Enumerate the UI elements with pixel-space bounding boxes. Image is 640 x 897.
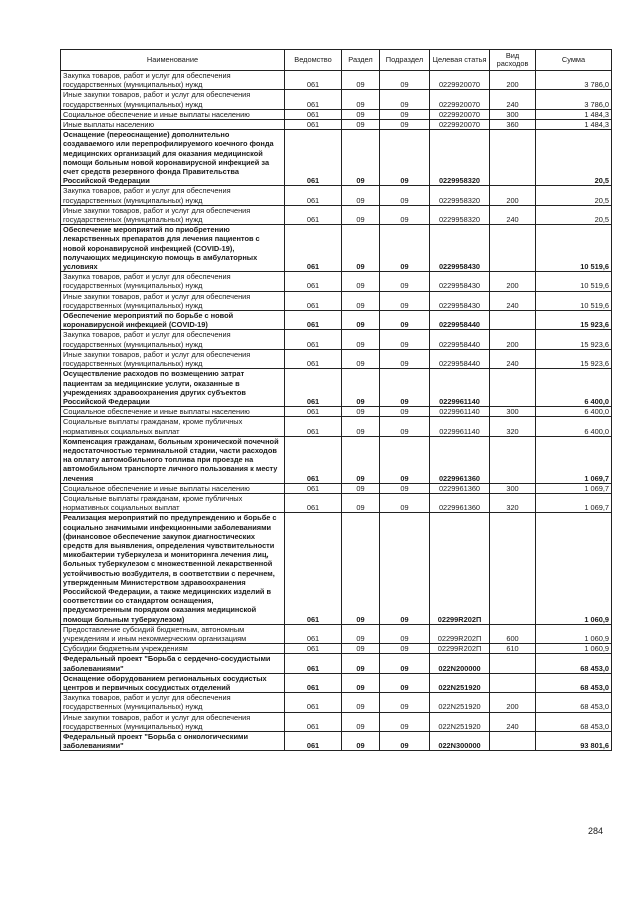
cell-sum: 1 060,9	[536, 513, 612, 624]
cell-subsection: 09	[380, 417, 430, 436]
table-row	[61, 186, 612, 205]
page-number: 284	[588, 826, 604, 836]
cell-subsection: 09	[380, 291, 430, 310]
table-row	[61, 90, 612, 109]
cell-target: 02299R202П	[430, 644, 490, 654]
cell-dept: 061	[285, 493, 342, 512]
cell-section: 09	[342, 483, 380, 493]
cell-exptype: 240	[490, 205, 536, 224]
cell-exptype	[490, 130, 536, 186]
cell-name: Иные выплаты населению	[61, 120, 285, 130]
table-row	[61, 71, 612, 90]
cell-name: Предоставление субсидий бюджетным, автономным учреждениям и иным некоммерческим организациям	[61, 624, 285, 643]
cell-subsection: 09	[380, 483, 430, 493]
cell-sum: 93 801,6	[536, 732, 612, 751]
cell-exptype: 300	[490, 407, 536, 417]
cell-section: 09	[342, 186, 380, 205]
table-row	[61, 644, 612, 654]
cell-section: 09	[342, 493, 380, 512]
cell-section: 09	[342, 109, 380, 119]
cell-sum: 15 923,6	[536, 349, 612, 368]
cell-sum: 15 923,6	[536, 330, 612, 349]
cell-exptype	[490, 513, 536, 624]
cell-exptype: 240	[490, 712, 536, 731]
cell-dept: 061	[285, 330, 342, 349]
cell-sum: 10 519,6	[536, 225, 612, 272]
cell-name: Федеральный проект "Борьба с сердечно-сосудистыми заболеваниями"	[61, 654, 285, 673]
cell-name: Иные закупки товаров, работ и услуг для обеспечения государственных (муниципальных) нужд	[61, 205, 285, 224]
table-row	[61, 673, 612, 692]
cell-subsection: 09	[380, 644, 430, 654]
cell-target: 022N200000	[430, 654, 490, 673]
cell-name: Федеральный проект "Борьба с онкологическими заболеваниями"	[61, 732, 285, 751]
table-row	[61, 732, 612, 751]
cell-exptype: 200	[490, 693, 536, 712]
cell-dept: 061	[285, 673, 342, 692]
cell-dept: 061	[285, 90, 342, 109]
cell-name: Субсидии бюджетным учреждениям	[61, 644, 285, 654]
cell-exptype: 240	[490, 291, 536, 310]
cell-sum: 1 069,7	[536, 493, 612, 512]
cell-subsection: 09	[380, 654, 430, 673]
cell-target: 0229961360	[430, 436, 490, 483]
header-section: Раздел	[342, 50, 380, 71]
table-row	[61, 109, 612, 119]
cell-exptype	[490, 654, 536, 673]
cell-target: 0229958320	[430, 205, 490, 224]
cell-sum: 1 060,9	[536, 644, 612, 654]
cell-exptype: 200	[490, 272, 536, 291]
cell-target: 022N251920	[430, 712, 490, 731]
cell-section: 09	[342, 693, 380, 712]
cell-name: Иные закупки товаров, работ и услуг для обеспечения государственных (муниципальных) нужд	[61, 712, 285, 731]
cell-sum: 6 400,0	[536, 369, 612, 407]
cell-name: Иные закупки товаров, работ и услуг для обеспечения государственных (муниципальных) нужд	[61, 90, 285, 109]
cell-target: 0229958440	[430, 311, 490, 330]
cell-subsection: 09	[380, 90, 430, 109]
cell-sum: 1 484,3	[536, 109, 612, 119]
table-row	[61, 417, 612, 436]
cell-name: Иные закупки товаров, работ и услуг для обеспечения государственных (муниципальных) нужд	[61, 291, 285, 310]
header-sum: Сумма	[536, 50, 612, 71]
cell-exptype: 320	[490, 417, 536, 436]
table-row	[61, 205, 612, 224]
cell-name: Иные закупки товаров, работ и услуг для обеспечения государственных (муниципальных) нужд	[61, 349, 285, 368]
cell-target: 0229920070	[430, 90, 490, 109]
cell-exptype: 200	[490, 71, 536, 90]
table-row	[61, 311, 612, 330]
header-name: Наименование	[61, 50, 285, 71]
header-target: Целевая статья	[430, 50, 490, 71]
cell-subsection: 09	[380, 624, 430, 643]
cell-target: 0229920070	[430, 109, 490, 119]
cell-section: 09	[342, 407, 380, 417]
cell-target: 0229961140	[430, 407, 490, 417]
cell-section: 09	[342, 205, 380, 224]
cell-dept: 061	[285, 513, 342, 624]
cell-sum: 20,5	[536, 186, 612, 205]
cell-target: 022N300000	[430, 732, 490, 751]
cell-exptype: 360	[490, 120, 536, 130]
cell-dept: 061	[285, 693, 342, 712]
cell-section: 09	[342, 673, 380, 692]
table-row	[61, 513, 612, 624]
cell-dept: 061	[285, 311, 342, 330]
cell-dept: 061	[285, 349, 342, 368]
cell-section: 09	[342, 225, 380, 272]
cell-exptype: 200	[490, 330, 536, 349]
cell-section: 09	[342, 330, 380, 349]
cell-target: 0229961360	[430, 483, 490, 493]
cell-exptype	[490, 225, 536, 272]
cell-dept: 061	[285, 120, 342, 130]
cell-section: 09	[342, 120, 380, 130]
cell-section: 09	[342, 349, 380, 368]
table-row	[61, 693, 612, 712]
cell-subsection: 09	[380, 712, 430, 731]
cell-sum: 1 484,3	[536, 120, 612, 130]
cell-dept: 061	[285, 712, 342, 731]
cell-target: 022N251920	[430, 673, 490, 692]
cell-name: Социальные выплаты гражданам, кроме публичных нормативных социальных выплат	[61, 417, 285, 436]
cell-target: 0229958430	[430, 291, 490, 310]
cell-name: Социальное обеспечение и иные выплаты населению	[61, 109, 285, 119]
cell-name: Социальное обеспечение и иные выплаты населению	[61, 407, 285, 417]
cell-subsection: 09	[380, 120, 430, 130]
cell-exptype	[490, 369, 536, 407]
cell-target: 0229958320	[430, 186, 490, 205]
cell-sum: 1 069,7	[536, 483, 612, 493]
cell-exptype: 200	[490, 186, 536, 205]
cell-exptype: 600	[490, 624, 536, 643]
header-exptype: Вид расходов	[490, 50, 536, 71]
cell-subsection: 09	[380, 311, 430, 330]
table-row	[61, 712, 612, 731]
cell-exptype	[490, 732, 536, 751]
table-row	[61, 436, 612, 483]
cell-section: 09	[342, 130, 380, 186]
cell-dept: 061	[285, 272, 342, 291]
cell-target: 0229961140	[430, 417, 490, 436]
budget-table	[60, 49, 612, 751]
cell-dept: 061	[285, 225, 342, 272]
cell-subsection: 09	[380, 436, 430, 483]
cell-sum: 6 400,0	[536, 407, 612, 417]
cell-dept: 061	[285, 407, 342, 417]
cell-subsection: 09	[380, 205, 430, 224]
table-row	[61, 130, 612, 186]
cell-section: 09	[342, 712, 380, 731]
table-row	[61, 330, 612, 349]
cell-dept: 061	[285, 186, 342, 205]
cell-sum: 10 519,6	[536, 291, 612, 310]
cell-dept: 061	[285, 624, 342, 643]
cell-sum: 3 786,0	[536, 71, 612, 90]
cell-dept: 061	[285, 436, 342, 483]
cell-name: Оснащение (переоснащение) дополнительно создаваемого или перепрофилируемого коечного фонда медицинских организаций для оказания медицинской помощи больным новой коронавирусной инфекцией за счет средств резервного фонда Правительства Российской Федерации	[61, 130, 285, 186]
table-row	[61, 272, 612, 291]
cell-name: Закупка товаров, работ и услуг для обеспечения государственных (муниципальных) нужд	[61, 693, 285, 712]
cell-target: 0229958430	[430, 225, 490, 272]
cell-subsection: 09	[380, 186, 430, 205]
cell-name: Оснащение оборудованием региональных сосудистых центров и первичных сосудистых отделений	[61, 673, 285, 692]
cell-sum: 68 453,0	[536, 654, 612, 673]
cell-sum: 1 069,7	[536, 436, 612, 483]
cell-name: Закупка товаров, работ и услуг для обеспечения государственных (муниципальных) нужд	[61, 71, 285, 90]
cell-section: 09	[342, 369, 380, 407]
cell-section: 09	[342, 71, 380, 90]
cell-dept: 061	[285, 732, 342, 751]
cell-sum: 20,5	[536, 205, 612, 224]
cell-dept: 061	[285, 291, 342, 310]
cell-section: 09	[342, 291, 380, 310]
table-row	[61, 654, 612, 673]
table-row	[61, 624, 612, 643]
cell-name: Компенсация гражданам, больным хронической почечной недостаточностью терминальной стадии, части расходов на оплату автомобильного топлива при проезде на автомобильном транспорте личного пользования к месту лечения	[61, 436, 285, 483]
cell-section: 09	[342, 654, 380, 673]
cell-subsection: 09	[380, 407, 430, 417]
cell-sum: 1 060,9	[536, 624, 612, 643]
cell-exptype: 610	[490, 644, 536, 654]
cell-exptype	[490, 436, 536, 483]
table-row	[61, 120, 612, 130]
cell-subsection: 09	[380, 71, 430, 90]
table-row	[61, 369, 612, 407]
cell-target: 0229958320	[430, 130, 490, 186]
table-row	[61, 483, 612, 493]
cell-subsection: 09	[380, 130, 430, 186]
cell-target: 02299R202П	[430, 624, 490, 643]
cell-section: 09	[342, 436, 380, 483]
cell-subsection: 09	[380, 349, 430, 368]
cell-exptype: 320	[490, 493, 536, 512]
cell-section: 09	[342, 272, 380, 291]
cell-name: Реализация мероприятий по предупреждению и борьбе с социально значимыми инфекционными заболеваниями (финансовое обеспечение закупок диагностических средств для выявления, определения чувствительности микобактерии туберкулеза и мониторинга лечения лиц, больных туберкулезом с множественной лекарственной устойчивостью возбудителя, в соответствии с перечнем, утвержденным Министерством здравоохранения Российской Федерации, а также медицинских изделий в соответствии со стандартом оснащения, предусмотренным порядком оказания медицинской помощи больным туберкулезом)	[61, 513, 285, 624]
cell-target: 0229958440	[430, 349, 490, 368]
cell-name: Социальное обеспечение и иные выплаты населению	[61, 483, 285, 493]
cell-subsection: 09	[380, 330, 430, 349]
cell-section: 09	[342, 732, 380, 751]
cell-exptype: 300	[490, 109, 536, 119]
cell-sum: 68 453,0	[536, 693, 612, 712]
cell-target: 02299R202П	[430, 513, 490, 624]
header-dept: Ведомство	[285, 50, 342, 71]
cell-subsection: 09	[380, 513, 430, 624]
cell-dept: 061	[285, 205, 342, 224]
cell-subsection: 09	[380, 272, 430, 291]
table-row	[61, 291, 612, 310]
cell-dept: 061	[285, 369, 342, 407]
cell-exptype: 240	[490, 90, 536, 109]
cell-section: 09	[342, 417, 380, 436]
cell-exptype: 300	[490, 483, 536, 493]
cell-dept: 061	[285, 483, 342, 493]
cell-target: 0229920070	[430, 120, 490, 130]
cell-sum: 68 453,0	[536, 673, 612, 692]
cell-subsection: 09	[380, 732, 430, 751]
cell-sum: 3 786,0	[536, 90, 612, 109]
cell-sum: 68 453,0	[536, 712, 612, 731]
table-header-row	[61, 50, 612, 71]
cell-target: 0229920070	[430, 71, 490, 90]
cell-section: 09	[342, 624, 380, 643]
cell-name: Закупка товаров, работ и услуг для обеспечения государственных (муниципальных) нужд	[61, 330, 285, 349]
cell-target: 0229961140	[430, 369, 490, 407]
table-row	[61, 407, 612, 417]
cell-sum: 10 519,6	[536, 272, 612, 291]
cell-exptype	[490, 673, 536, 692]
cell-dept: 061	[285, 130, 342, 186]
cell-name: Закупка товаров, работ и услуг для обеспечения государственных (муниципальных) нужд	[61, 272, 285, 291]
table-row	[61, 225, 612, 272]
cell-dept: 061	[285, 109, 342, 119]
cell-dept: 061	[285, 644, 342, 654]
cell-section: 09	[342, 90, 380, 109]
table-body	[61, 71, 612, 751]
header-subsection: Подраздел	[380, 50, 430, 71]
cell-sum: 20,5	[536, 130, 612, 186]
cell-subsection: 09	[380, 673, 430, 692]
cell-sum: 15 923,6	[536, 311, 612, 330]
cell-target: 0229961360	[430, 493, 490, 512]
cell-subsection: 09	[380, 225, 430, 272]
cell-subsection: 09	[380, 693, 430, 712]
cell-name: Обеспечение мероприятий по борьбе с новой коронавирусной инфекцией (COVID-19)	[61, 311, 285, 330]
cell-dept: 061	[285, 417, 342, 436]
cell-target: 022N251920	[430, 693, 490, 712]
cell-sum: 6 400,0	[536, 417, 612, 436]
cell-name: Осуществление расходов по возмещению затрат пациентам за медицинские услуги, оказанные в учреждениях здравоохранения других субъектов Российской Федерации	[61, 369, 285, 407]
cell-subsection: 09	[380, 369, 430, 407]
cell-exptype	[490, 311, 536, 330]
cell-name: Закупка товаров, работ и услуг для обеспечения государственных (муниципальных) нужд	[61, 186, 285, 205]
table-row	[61, 349, 612, 368]
cell-exptype: 240	[490, 349, 536, 368]
cell-subsection: 09	[380, 493, 430, 512]
cell-name: Социальные выплаты гражданам, кроме публичных нормативных социальных выплат	[61, 493, 285, 512]
cell-section: 09	[342, 644, 380, 654]
cell-subsection: 09	[380, 109, 430, 119]
cell-section: 09	[342, 513, 380, 624]
cell-section: 09	[342, 311, 380, 330]
cell-name: Обеспечение мероприятий по приобретению лекарственных препаратов для лечения пациентов с новой коронавирусной инфекцией (COVID-19), получающих медицинскую помощь в амбулаторных условиях	[61, 225, 285, 272]
cell-target: 0229958430	[430, 272, 490, 291]
cell-dept: 061	[285, 71, 342, 90]
cell-dept: 061	[285, 654, 342, 673]
cell-target: 0229958440	[430, 330, 490, 349]
table-row	[61, 493, 612, 512]
